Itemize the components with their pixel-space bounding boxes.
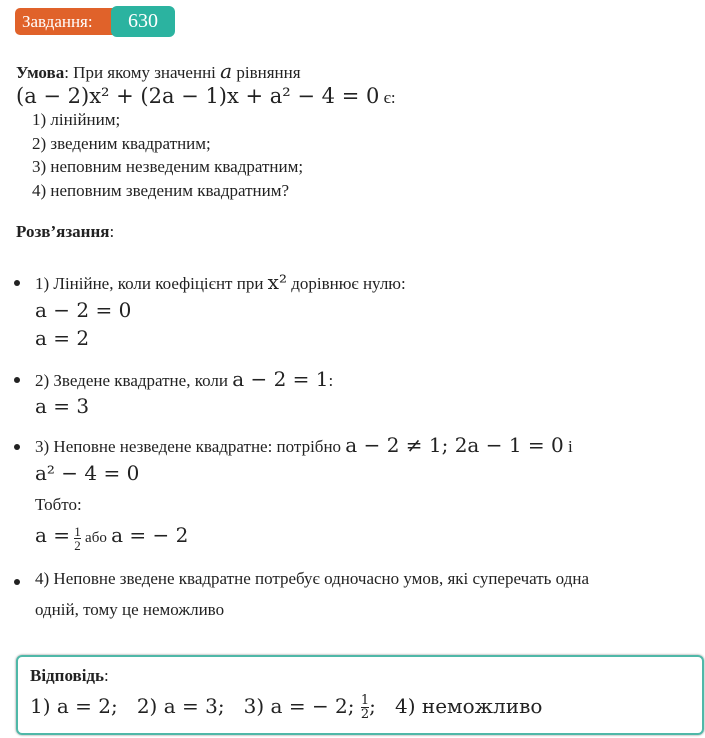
answer-heading: [30, 666, 109, 686]
answer-3: 3) a = − 2;: [243, 694, 355, 718]
math-line: a = 3: [35, 394, 90, 418]
condition-item: 3) неповним незведеним квадратним;: [32, 157, 304, 176]
answer-2: 2) a = 3;: [136, 694, 225, 718]
text: 1) Лінійне, коли коефіцієнт при: [35, 274, 264, 293]
math: a = − 2: [111, 523, 189, 547]
equation-suffix: є:: [383, 88, 396, 107]
solution-heading: [16, 222, 114, 242]
math: a =: [35, 523, 71, 547]
math-line: [35, 522, 188, 553]
condition-label: Умова: [16, 63, 65, 82]
bullet-3: [35, 433, 573, 457]
equation: (a − 2)x² + (2a − 1)x + a² − 4 = 0: [16, 84, 380, 108]
numerator: 1: [360, 693, 370, 708]
task-badge: [15, 8, 167, 35]
bullet-icon: [14, 444, 20, 450]
answer-line: [30, 691, 542, 721]
denominator: 2: [360, 707, 370, 722]
answer-label: Відповідь: [30, 666, 105, 685]
solution-label: Розв’язання: [16, 222, 110, 241]
condition-text: : При якому значенні: [64, 63, 216, 82]
bullet-icon: [14, 579, 20, 585]
task-number: 630: [111, 6, 175, 37]
fraction: [74, 525, 81, 552]
text: 4) Неповне зведене квадратне потребує одночасно умов, які суперечать одна: [35, 569, 589, 588]
bullet-1: [35, 270, 406, 294]
numerator: 1: [74, 523, 81, 539]
equation-line: [16, 84, 396, 108]
text: одній, тому це неможливо: [35, 600, 225, 619]
colon: :: [109, 222, 115, 241]
condition-text2: рівняння: [236, 63, 301, 82]
text: дорівнює нулю:: [291, 274, 406, 293]
text: або: [85, 530, 107, 546]
var-a: a: [220, 59, 233, 83]
task-label: Завдання:: [22, 12, 93, 31]
math-line: a − 2 = 0: [35, 298, 132, 322]
math: x²: [267, 270, 287, 294]
condition-item: 1) лінійним;: [32, 110, 121, 129]
math: a − 2 ≠ 1; 2a − 1 = 0: [345, 433, 564, 457]
semicolon: ;: [369, 694, 376, 718]
math: a − 2 = 1: [232, 367, 329, 391]
bullet-icon: [14, 377, 20, 383]
condition-item: 4) неповним зведеним квадратним?: [32, 181, 290, 200]
condition-line: [16, 59, 301, 83]
condition-item: 2) зведеним квадратним;: [32, 134, 211, 153]
math-line: a² − 4 = 0: [35, 461, 140, 485]
bullet-icon: [14, 280, 20, 286]
math-line: a = 2: [35, 326, 90, 350]
bullet-2: [35, 367, 333, 391]
text: Тобто:: [35, 495, 82, 514]
answer-box: [16, 655, 704, 735]
fraction: [361, 694, 369, 721]
answer-1: 1) a = 2;: [30, 694, 118, 718]
text: 2) Зведене квадратне, коли: [35, 371, 228, 390]
colon: :: [104, 666, 109, 685]
text: і: [568, 437, 573, 456]
denominator: 2: [74, 537, 81, 553]
colon: :: [328, 371, 334, 390]
answer-4: 4) неможливо: [394, 694, 543, 718]
text: 3) Неповне незведене квадратне: потрібно: [35, 437, 342, 456]
